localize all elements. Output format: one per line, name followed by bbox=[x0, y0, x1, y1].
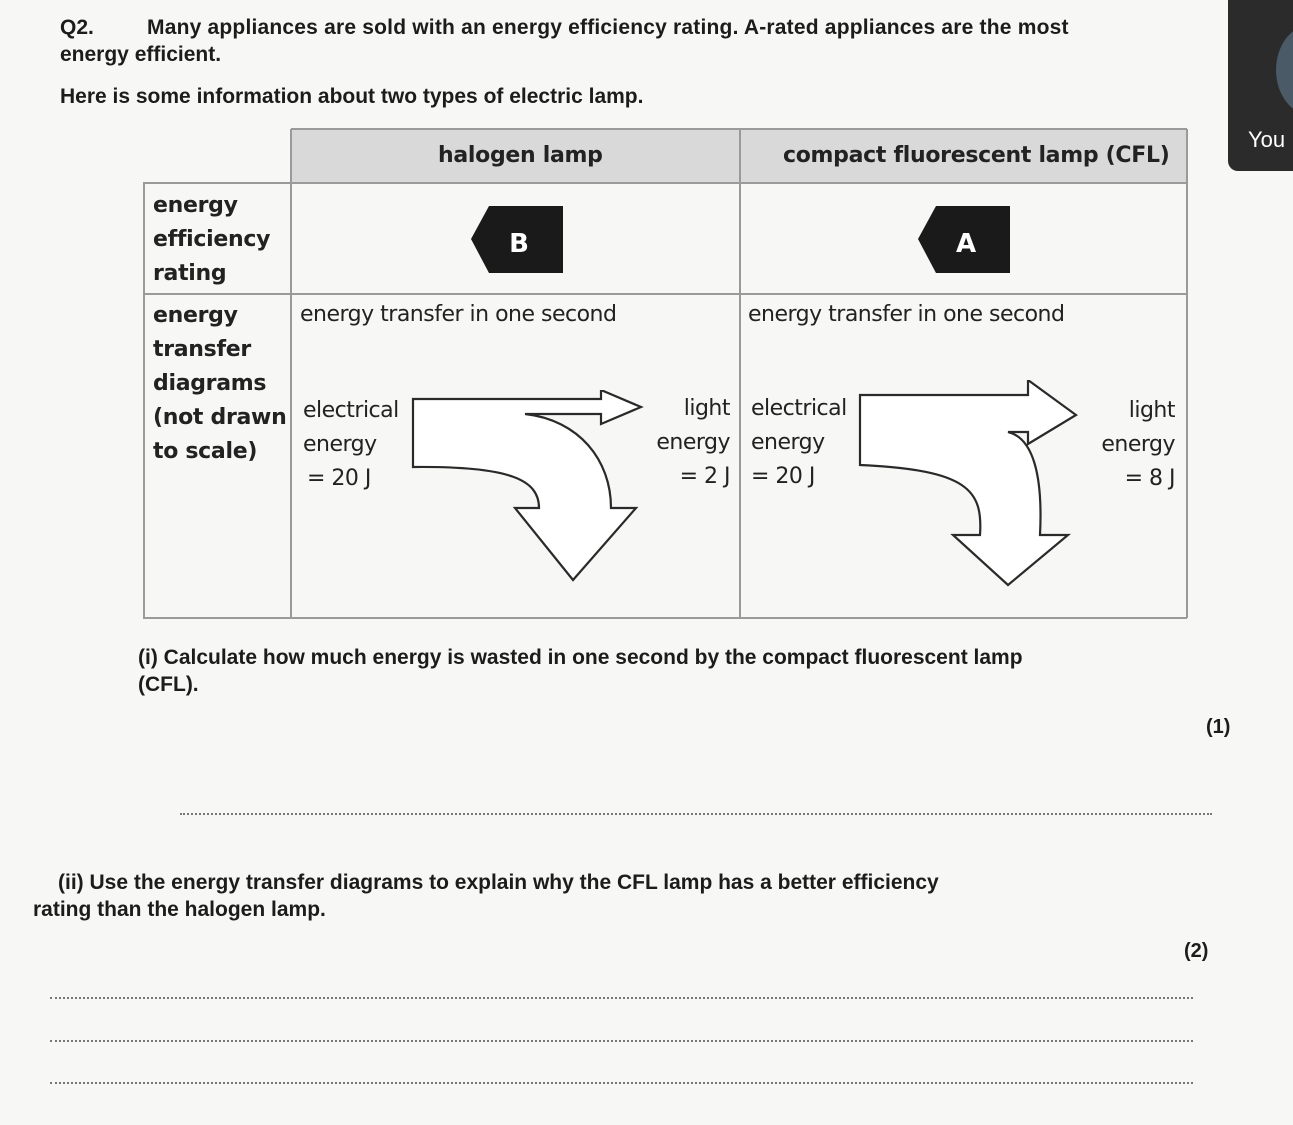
question-info-line: Here is some information about two types of electric lamp. bbox=[60, 85, 644, 108]
part-i-line1: (i) Calculate how much energy is wasted in one second by the compact fluorescent lamp bbox=[138, 646, 1023, 669]
video-call-overlay[interactable] bbox=[1228, 0, 1293, 171]
part-ii-line1: (ii) Use the energy transfer diagrams to explain why the CFL lamp has a better efficiency bbox=[58, 871, 939, 894]
avatar bbox=[1276, 25, 1293, 115]
part-ii-answer-line-1[interactable] bbox=[50, 997, 1193, 999]
svg-text:A: A bbox=[955, 229, 977, 259]
cfl-diagram-title: energy transfer in one second bbox=[748, 302, 1065, 327]
part-i-answer-line[interactable] bbox=[180, 813, 1212, 815]
halogen-diagram-title: energy transfer in one second bbox=[300, 302, 617, 327]
header-cfl: compact fluorescent lamp (CFL) bbox=[783, 143, 1170, 168]
part-ii-line2: rating than the halogen lamp. bbox=[33, 898, 326, 921]
rating-badge-a bbox=[918, 206, 1010, 273]
header-halogen-lamp: halogen lamp bbox=[438, 143, 603, 168]
question-intro-line1: Many appliances are sold with an energy efficiency rating. A-rated appliances are the most bbox=[147, 16, 1069, 39]
part-ii-answer-line-2[interactable] bbox=[50, 1040, 1193, 1042]
part-ii-marks: (2) bbox=[1184, 940, 1209, 962]
cfl-sankey-diagram bbox=[858, 380, 1098, 590]
cfl-output-label: light energy = 8 J bbox=[1101, 398, 1175, 491]
halogen-sankey-diagram bbox=[411, 390, 651, 590]
row-label-efficiency-rating: energy efficiency rating bbox=[153, 193, 271, 286]
rating-badge-b bbox=[471, 206, 563, 273]
part-ii-answer-line-3[interactable] bbox=[50, 1082, 1193, 1084]
cfl-input-label: electrical energy = 20 J bbox=[751, 396, 847, 489]
part-i-line2: (CFL). bbox=[138, 673, 199, 696]
lamp-comparison-table bbox=[143, 128, 1188, 619]
question-intro-line2: energy efficient. bbox=[60, 43, 222, 66]
row-label-transfer-diagrams: energy transfer diagrams (not drawn to scale) bbox=[153, 303, 287, 464]
halogen-input-label: electrical energy = 20 J bbox=[303, 398, 399, 491]
part-i-marks: (1) bbox=[1206, 716, 1231, 738]
overlay-you-label: You bbox=[1248, 127, 1286, 152]
halogen-output-label: light energy = 2 J bbox=[656, 396, 730, 489]
svg-text:B: B bbox=[509, 229, 529, 259]
question-number: Q2. bbox=[60, 16, 94, 39]
